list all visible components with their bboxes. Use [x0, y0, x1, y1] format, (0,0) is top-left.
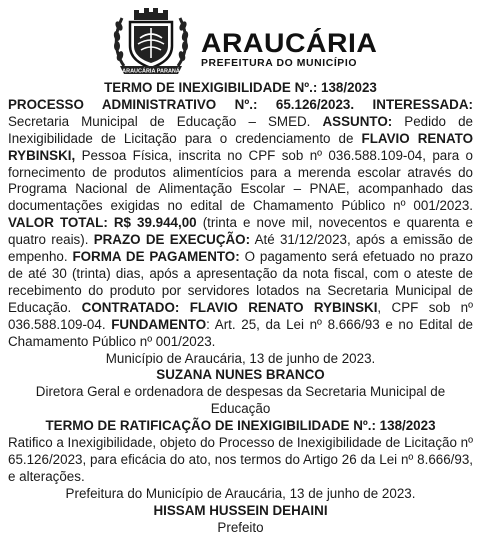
- brand-name: ARAUCÁRIA: [201, 28, 378, 58]
- municipal-crest-icon: [112, 4, 190, 76]
- doc1-paragraph: [8, 97, 473, 351]
- doc2-paragraph: Ratifico a Inexigibilidade, objeto do Processo de Inexigibilidade de Licitação nº 65.126/2023, para eficácia do ato, nos termos do Artigo 26 da Lei nº 8.666/93, e alterações.: [8, 435, 473, 484]
- doc2-signer-role: Prefeito: [217, 519, 264, 535]
- header: [0, 0, 479, 80]
- document-body: [8, 80, 473, 536]
- text-fundamento: : Art. 25, da Lei nº 8.666/93 e no Edital de Chamamento Público nº 001/2023.: [8, 316, 473, 349]
- text-prazo: Até 31/12/2023, após a emissão de empenho.: [8, 232, 473, 265]
- label-valor-total: VALOR TOTAL: R$ 39.944,00: [8, 215, 197, 231]
- doc2-signer: HISSAM HUSSEIN DEHAINI: [153, 502, 328, 518]
- label-processo: PROCESSO ADMINISTRATIVO Nº.: 65.126/2023. INTERESSADA:: [8, 96, 473, 112]
- text-contratado: , CPF sob nº 036.588.109-04.: [8, 299, 474, 332]
- doc1-signer: SUZANA NUNES BRANCO: [156, 367, 325, 383]
- label-contratado: CONTRATADO: FLAVIO RENATO RYBINSKI: [81, 299, 378, 315]
- text-interessada: Secretaria Municipal de Educação – SMED.: [8, 113, 323, 129]
- crest-ribbon-text: ARAUCÁRIA PARANÁ: [122, 68, 180, 75]
- doc2-date: Prefeitura do Município de Araucária, 13 de junho de 2023.: [65, 485, 416, 501]
- brand: [201, 28, 378, 70]
- text-pagamento: O pagamento será efetuado no prazo de até 30 (trinta) dias, após a apresentação da nota fiscal, com o ateste de recebimento do produto por servidores lotados na Secretaria Municipal de Educação.: [8, 249, 473, 315]
- text-object: Pessoa Física, inscrita no CPF sob nº 036.588.109-04, para o fornecimento de produtos alimentícios para a merenda escolar através do Programa Nacional de Alimentação Escolar – PNAE, acompanhado das documentações exigidas no edital de Chamamento Público nº 001/2023.: [8, 147, 473, 214]
- brand-subtitle: PREFEITURA DO MUNICÍPIO: [201, 58, 358, 69]
- text-assunto: Pedido de Inexigibilidade de Licitação para o credenciamento de: [8, 113, 473, 146]
- doc1-date: Município de Araucária, 13 de junho de 2023.: [105, 350, 376, 366]
- label-pagamento: FORMA DE PAGAMENTO:: [72, 249, 240, 265]
- doc1-title: TERMO DE INEXIGIBILIDADE Nº.: 138/2023: [104, 80, 377, 95]
- doc2-title: TERMO DE RATIFICAÇÃO DE INEXIGIBILIDADE Nº.: 138/2023: [45, 418, 436, 434]
- doc1-signer-role: Diretora Geral e ordenadora de despesas da Secretaria Municipal de Educação: [35, 384, 446, 417]
- label-assunto: ASSUNTO:: [322, 113, 393, 129]
- label-fundamento: FUNDAMENTO: [111, 316, 207, 332]
- label-prazo: PRAZO DE EXECUÇÃO:: [93, 232, 251, 248]
- contractor-name: FLAVIO RENATO RYBINSKI,: [8, 130, 474, 163]
- text-valor: (trinta e nove mil, novecentos e quarenta e quatro reais).: [8, 215, 473, 248]
